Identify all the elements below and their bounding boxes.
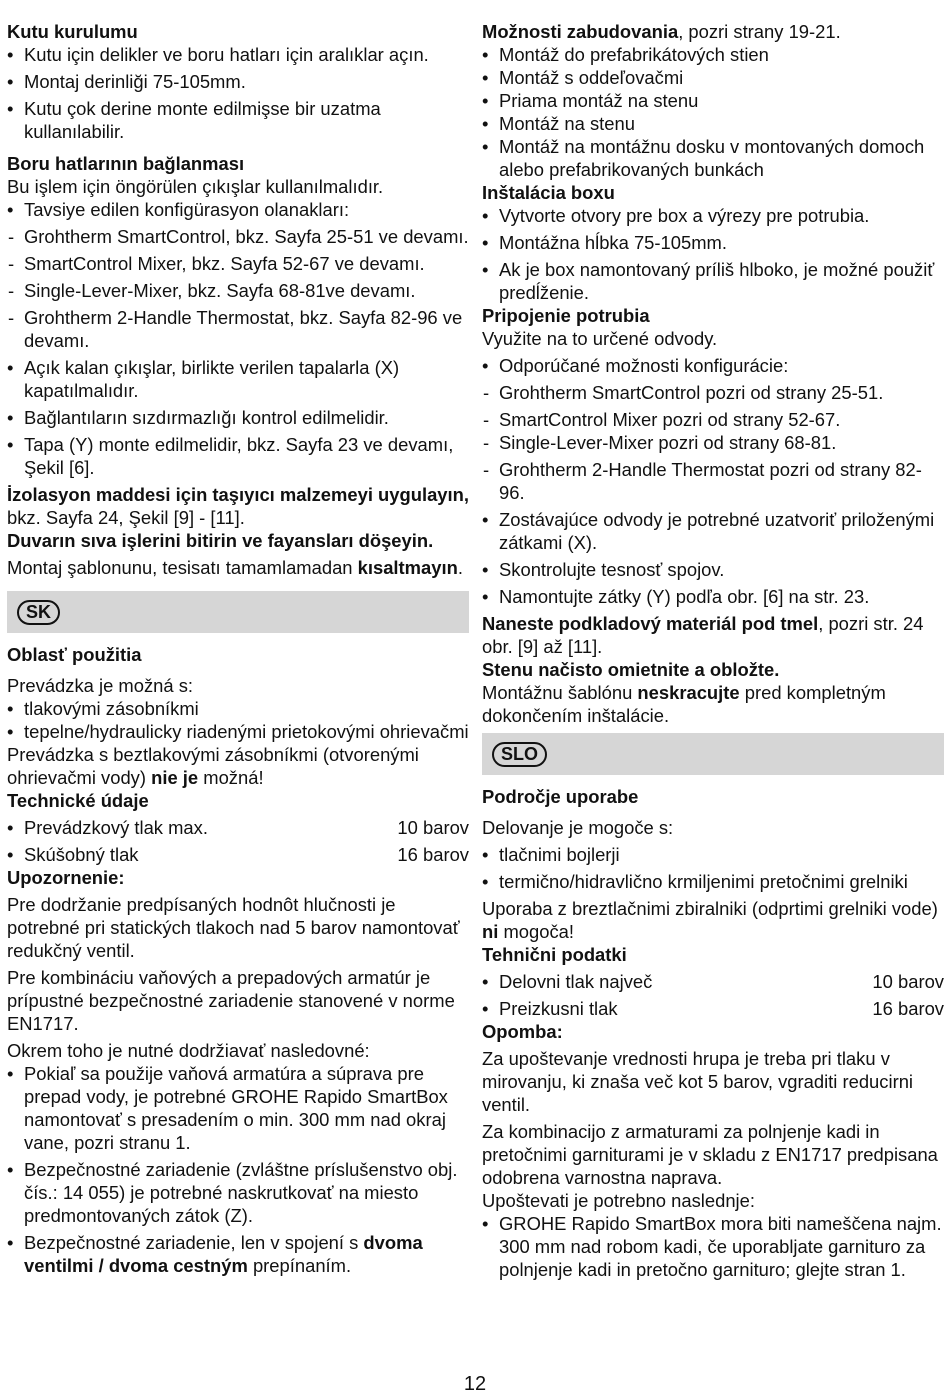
paragraph: Pre kombináciu vaňových a prepadových armatúr je prípustné bezpečnostné zariadenie stanovené v norme EN1717. — [7, 967, 455, 1034]
paragraph: Pre dodržanie predpísaných hodnôt hlučnosti je potrebné pri statických tlakoch nad 5 barov namontovať redukčný ventil. — [7, 894, 460, 961]
list-item: • Montáž s oddeľovačmi — [482, 66, 944, 89]
list-item: - Grohtherm SmartControl, bkz. Sayfa 25-51 ve devamı. — [7, 225, 469, 248]
text: mogoča! — [498, 921, 574, 942]
paragraph-moznosti — [482, 20, 944, 43]
paragraph: Prevádzka je možná s: — [7, 675, 194, 696]
tech-value: 10 barov — [872, 971, 944, 992]
list-item: - Grohtherm 2-Handle Thermostat, bkz. Sayfa 82-96 ve devamı. — [7, 306, 469, 352]
tech-row — [7, 843, 469, 866]
bold-text: nie je — [151, 767, 199, 788]
section-title-instalacia: Inštalácia boxu — [482, 182, 615, 203]
language-bar-slo — [482, 733, 944, 775]
list-item: • Priama montáž na stenu — [482, 89, 944, 112]
text: Prevádzka s beztlakovými zásobníkmi (otvorenými ohrievačmi vody) — [7, 744, 419, 788]
list-item: - SmartControl Mixer, bkz. Sayfa 52-67 ve devamı. — [7, 252, 469, 275]
right-column — [482, 20, 944, 1281]
paragraph: Za upoštevanje vrednosti hrupa je treba pri tlaku v mirovanju, ki znaša več kot 5 barov, vgraditi reducirni ventil. — [482, 1048, 914, 1115]
list-item: • Açık kalan çıkışlar, birlikte verilen tapalarla (X) kapatılmalıdır. — [7, 356, 469, 402]
list-item: • Tapa (Y) monte edilmelidir, bkz. Sayfa 23 ve devamı, Şekil [6]. — [7, 433, 469, 479]
list-item: • tepelne/hydraulicky riadenými prietokovými ohrievačmi — [7, 720, 469, 743]
tech-label: • Preizkusni tlak — [499, 998, 618, 1019]
paragraph-duvar: Duvarın sıva işlerini bitirin ve fayansları döşeyin. — [7, 530, 434, 551]
list-item: • Vytvorte otvory pre box a výrezy pre potrubia. — [482, 204, 944, 227]
list-item: • Montaj derinliği 75-105mm. — [7, 70, 469, 93]
text: prepínaním. — [247, 1255, 352, 1276]
bold-text: İzolasyon maddesi için taşıyıcı malzemeyi uygulayın, — [7, 484, 469, 505]
bold-text: ni — [482, 921, 499, 942]
list-item: • Ak je box namontovaný príliš hlboko, je možné použiť predĺženie. — [482, 258, 944, 304]
list-item: • Namontujte zátky (Y) podľa obr. [6] na str. 23. — [482, 585, 944, 608]
list-item: • Bezpečnostné zariadenie (zvláštne príslušenstvo obj. čís.: 14 055) je potrebné naskrutkovať na miesto predmontovaných zátok (Z). — [7, 1158, 469, 1227]
tech-value: 16 barov — [872, 998, 944, 1019]
section-title-tech: Technické údaje — [7, 790, 149, 811]
section-title-pripojenie: Pripojenie potrubia — [482, 305, 650, 326]
list-item: • Bağlantıların sızdırmazlığı kontrol edilmelidir. — [7, 406, 469, 429]
list-item: - Grohtherm 2-Handle Thermostat pozri od strany 82-96. — [482, 458, 944, 504]
paragraph-beztlak — [7, 743, 469, 789]
section-title-kutu: Kutu kurulumu — [7, 21, 138, 42]
paragraph: Využite na to určené odvody. — [482, 328, 718, 349]
language-badge-sk: SK — [17, 600, 60, 625]
list-item: • Tavsiye edilen konfigürasyon olanakları: — [7, 198, 469, 221]
paragraph: Okrem toho je nutné dodržiavať nasledovné: — [7, 1040, 370, 1061]
paragraph: Za kombinacijo z armaturami za polnjenje kadi in pretočnimi garniturami je v skladu z EN1717 predpisana odobrena varnostna naprava. — [482, 1121, 938, 1188]
paragraph-izolasyon — [7, 483, 469, 529]
text: pred kompletným dokončením inštalácie. — [482, 682, 886, 726]
tech-value: 10 barov — [397, 817, 469, 838]
list-item: • Montáž na stenu — [482, 112, 944, 135]
paragraph: Delovanje je mogoče s: — [482, 817, 674, 838]
tech-row — [482, 970, 944, 993]
paragraph-naneste — [482, 612, 944, 658]
list-item: - Grohtherm SmartControl pozri od strany 25-51. — [482, 381, 944, 404]
list-item — [7, 1231, 469, 1277]
list-item: • Montážna hĺbka 75-105mm. — [482, 231, 944, 254]
tech-row — [482, 997, 944, 1020]
section-title-opomba: Opomba: — [482, 1021, 563, 1042]
list-item: • Montáž do prefabrikátových stien — [482, 43, 944, 66]
bold-text: Naneste podkladový materiál pod tmel — [482, 613, 819, 634]
text: . — [457, 557, 463, 578]
list-item: • Montáž na montážnu dosku v montovaných domoch alebo prefabrikovaných bunkách — [482, 135, 944, 181]
list-item: • Kutu çok derine monte edilmişse bir uzatma kullanılabilir. — [7, 97, 469, 143]
tech-label: • Delovni tlak največ — [499, 971, 653, 992]
paragraph-montazna — [482, 681, 944, 727]
list-item: • Zostávajúce odvody je potrebné uzatvoriť priloženými zátkami (X). — [482, 508, 944, 554]
text: Uporaba z breztlačnimi zbiralniki (odprtimi grelniki vode) — [482, 898, 938, 919]
text: Montaj şablonunu, tesisatı tamamlamadan — [7, 557, 358, 578]
left-column — [7, 20, 469, 1277]
language-badge-slo: SLO — [492, 742, 547, 767]
section-title-boru: Boru hatlarının bağlanması — [7, 153, 245, 174]
tech-value: 16 barov — [397, 844, 469, 865]
list-item: • Skontrolujte tesnosť spojov. — [482, 558, 944, 581]
list-item: • Kutu için delikler ve boru hatları için aralıklar açın. — [7, 43, 469, 66]
text: bkz. Sayfa 24, Şekil [9] - [11]. — [7, 507, 245, 528]
paragraph-uporaba — [482, 897, 944, 943]
text: možná! — [198, 767, 264, 788]
list-item: • GROHE Rapido SmartBox mora biti nameščena najm. 300 mm nad robom kadi, če uporabljate garnituro za polnjenje kadi in pretočno garnituro; glejte stran 1. — [482, 1212, 944, 1281]
section-title-podrocje: Področje uporabe — [482, 786, 639, 807]
bold-text: neskracujte — [637, 682, 740, 703]
paragraph-montaj — [7, 556, 469, 579]
list-item: - SmartControl Mixer pozri od strany 52-67. — [482, 408, 944, 431]
paragraph-stenu: Stenu načisto omietnite a obložte. — [482, 659, 780, 680]
list-item: - Single-Lever-Mixer pozri od strany 68-81. — [482, 431, 944, 454]
language-bar-sk — [7, 591, 469, 633]
list-item: • Pokiaľ sa použije vaňová armatúra a súprava pre prepad vody, je potrebné GROHE Rapido SmartBox namontovať s presadením o min. 300 mm nad okraj vane, pozri stranu 1. — [7, 1062, 469, 1154]
section-title-tehnicni: Tehnični podatki — [482, 944, 627, 965]
list-item: • Odporúčané možnosti konfigurácie: — [482, 354, 944, 377]
paragraph: Upoštevati je potrebno naslednje: — [482, 1190, 755, 1211]
text: , pozri str. 24 obr. [9] až [11]. — [482, 613, 924, 657]
list-item: • tlakovými zásobníkmi — [7, 697, 469, 720]
tech-label: • Prevádzkový tlak max. — [24, 817, 208, 838]
section-title-oblast: Oblasť použitia — [7, 644, 142, 665]
text: Montážnu šablónu — [482, 682, 638, 703]
list-item: • tlačnimi bojlerji — [482, 843, 944, 866]
list-item: - Single-Lever-Mixer, bkz. Sayfa 68-81ve devamı. — [7, 279, 469, 302]
tech-label: • Skúšobný tlak — [24, 844, 139, 865]
bold-text: Možnosti zabudovania — [482, 21, 679, 42]
section-title-upozornenie: Upozornenie: — [7, 867, 125, 888]
bold-text: dvoma ventilmi / dvoma cestným — [24, 1232, 423, 1276]
list-item: • termično/hidravlično krmiljenimi pretočnimi grelniki — [482, 870, 944, 893]
bold-text: kısaltmayın — [357, 557, 458, 578]
text: , pozri strany 19-21. — [678, 21, 841, 42]
tech-row — [7, 816, 469, 839]
text: Bezpečnostné zariadenie, len v spojení s — [24, 1232, 364, 1253]
page-number: 12 — [463, 1373, 487, 1395]
paragraph: Bu işlem için öngörülen çıkışlar kullanılmalıdır. — [7, 176, 384, 197]
